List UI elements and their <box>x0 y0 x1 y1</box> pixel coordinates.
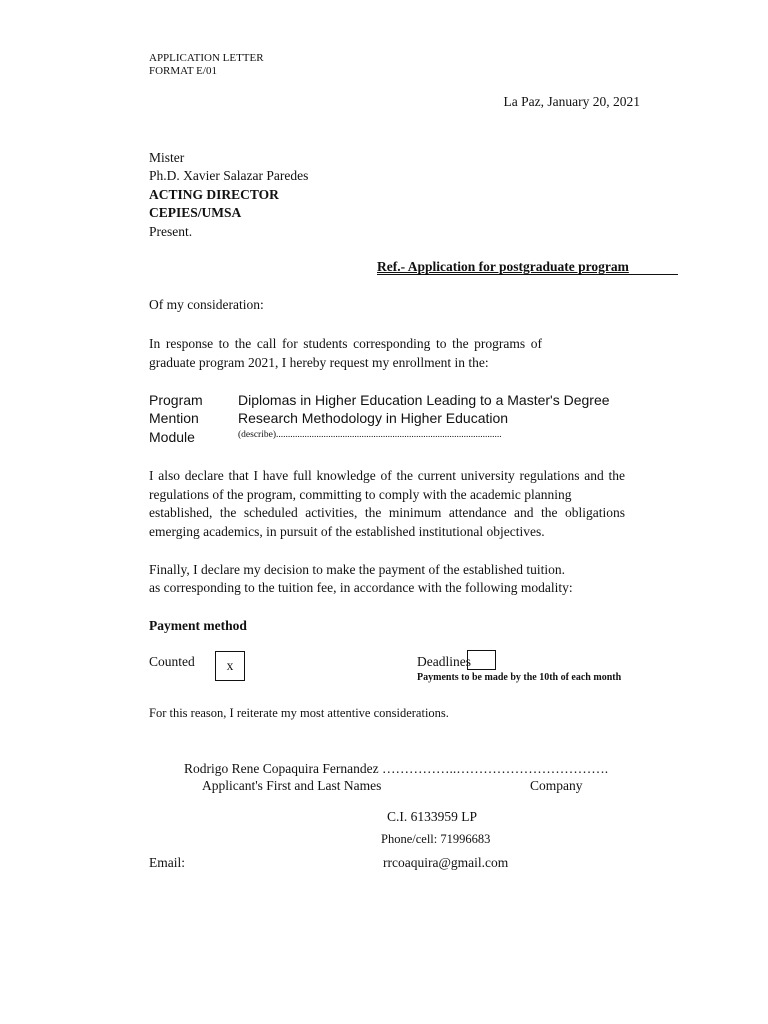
intro-line: In response to the call for students corresponding to the programs of <box>149 336 542 351</box>
greeting: Of my consideration: <box>149 297 264 312</box>
format-title: APPLICATION LETTER <box>149 52 264 64</box>
closing-statement: For this reason, I reiterate my most attentive considerations. <box>149 706 449 720</box>
applicant-name: Rodrigo Rene Copaquira Fernandez <box>184 761 379 776</box>
signature-line <box>184 760 608 779</box>
reference-line <box>377 259 678 275</box>
payment-statement-line: as corresponding to the tuition fee, in accordance with the following modality: <box>149 580 573 595</box>
letter-date: La Paz, January 20, 2021 <box>503 94 640 109</box>
payment-method-heading: Payment method <box>149 618 247 633</box>
field-value-mention: Research Methodology in Higher Education <box>238 410 509 426</box>
company-caption: Company <box>530 778 583 793</box>
intro-line: graduate program 2021, I hereby request my enrollment in the: <box>149 354 489 370</box>
recipient-title: ACTING DIRECTOR <box>149 187 279 202</box>
counted-label: Counted <box>149 654 195 669</box>
field-value-program: Diplomas in Higher Education Leading to a Master's Degree <box>238 392 610 408</box>
recipient-present: Present. <box>149 224 193 239</box>
reference-text: Ref.- Application for postgraduate program <box>377 259 629 274</box>
declaration-line: regulations of the program, committing to comply with the academic planning <box>149 486 572 502</box>
declaration-line: established, the scheduled activities, the minimum attendance and the obligations <box>149 505 625 520</box>
applicant-phone: Phone/cell: 71996683 <box>381 832 491 846</box>
applicant-ci: C.I. 6133959 LP <box>387 809 478 824</box>
deadlines-note: Payments to be made by the 10th of each month <box>417 672 622 683</box>
counted-checkbox[interactable] <box>215 651 245 681</box>
recipient-salutation: Mister <box>149 150 185 165</box>
module-dots: ............................................................................................... <box>275 430 502 440</box>
declaration-line: I also declare that I have full knowledge of the current university regulations and the <box>149 468 625 483</box>
signature-dots: ……………..……………………………. <box>381 761 609 776</box>
recipient-name: Ph.D. Xavier Salazar Paredes <box>149 168 309 183</box>
applicant-email: rrcoaquira@gmail.com <box>383 855 509 870</box>
payment-statement-line: Finally, I declare my decision to make the payment of the established tuition. <box>149 562 566 577</box>
field-label-program: Program <box>149 392 203 408</box>
deadlines-label: Deadlines <box>417 654 471 669</box>
format-code: FORMAT E/01 <box>149 65 217 77</box>
field-value-module <box>238 430 502 440</box>
intro-paragraph <box>149 335 542 372</box>
module-describe: (describe) <box>238 430 276 440</box>
email-label: Email: <box>149 855 185 870</box>
declaration-paragraph <box>149 467 625 541</box>
recipient-institution: CEPIES/UMSA <box>149 205 242 220</box>
counted-checkmark: x <box>226 657 234 673</box>
applicant-name-caption: Applicant's First and Last Names <box>202 778 382 793</box>
deadlines-checkbox[interactable] <box>467 650 496 670</box>
field-label-module: Module <box>149 429 195 445</box>
declaration-line: emerging academics, in pursuit of the established institutional objectives. <box>149 523 545 539</box>
field-label-mention: Mention <box>149 410 199 426</box>
